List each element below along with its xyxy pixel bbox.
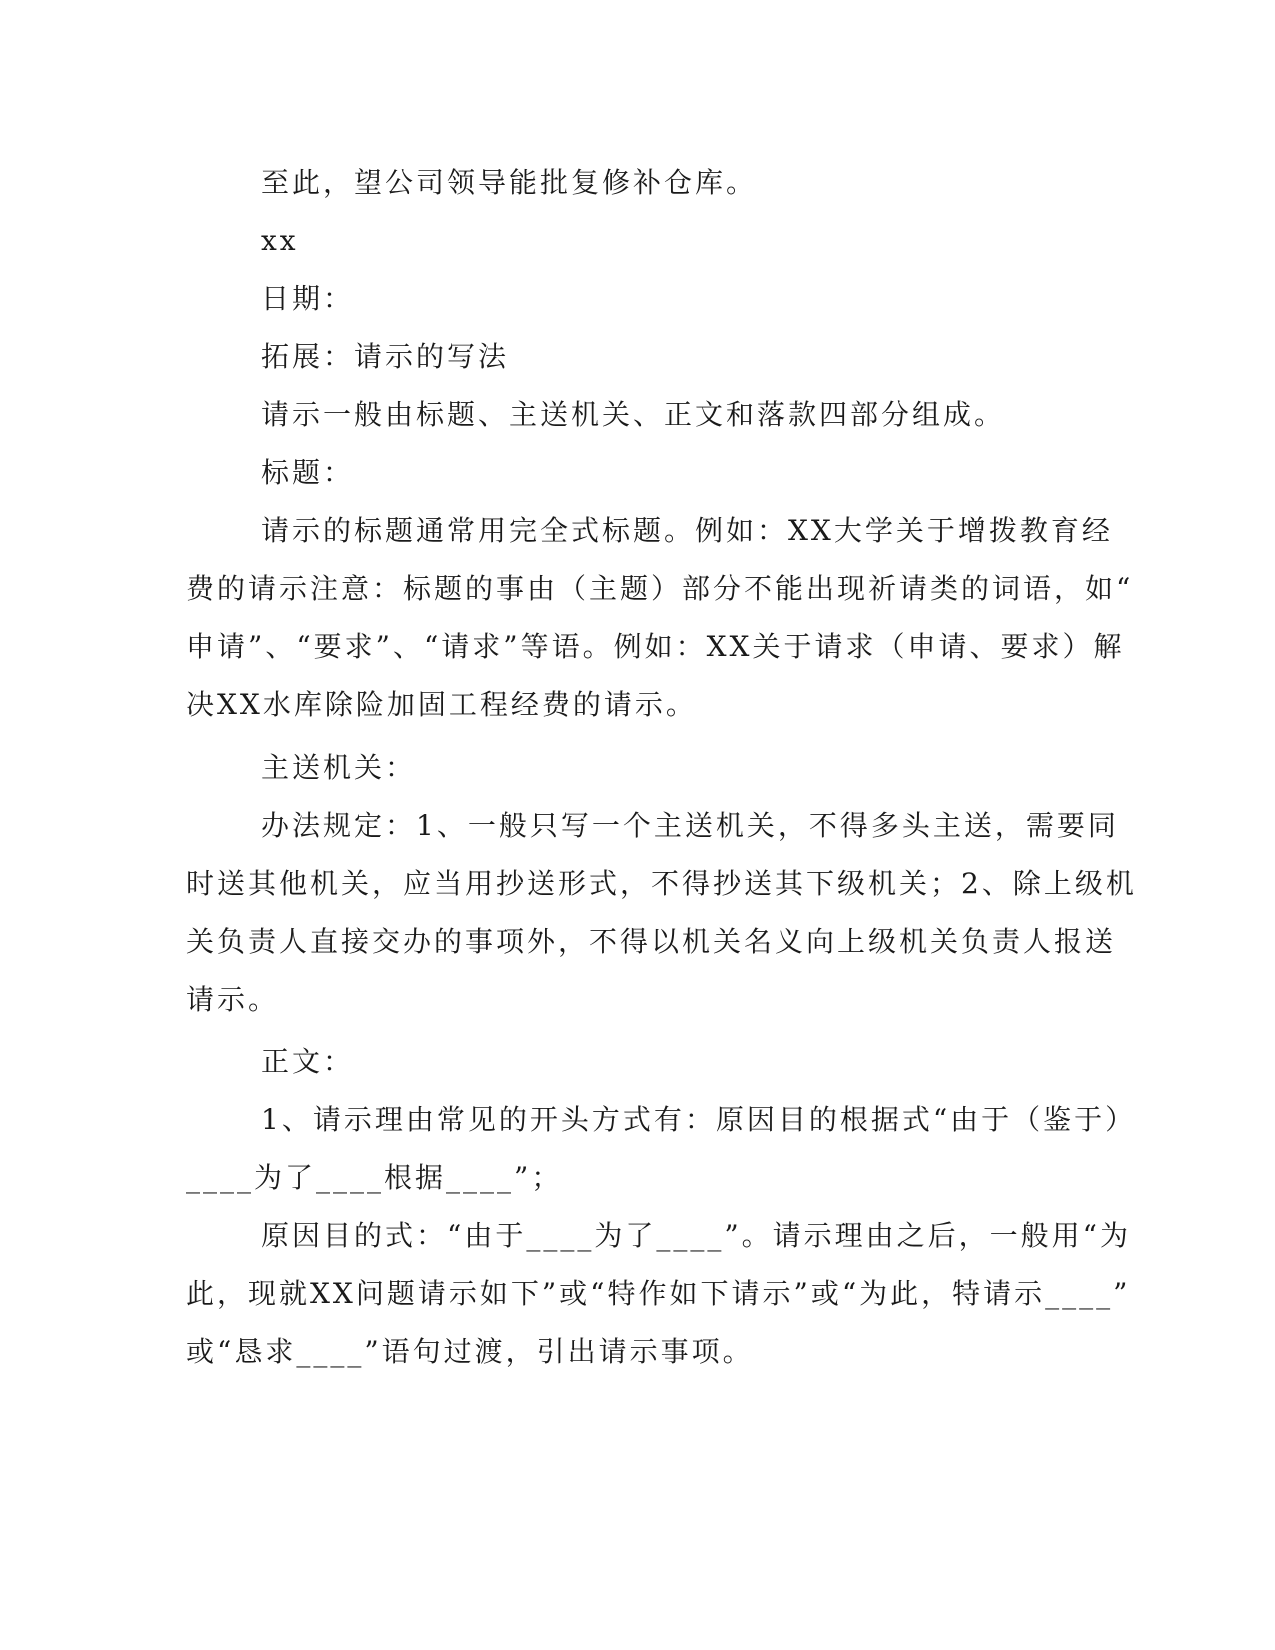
- paragraph-line: 至此，望公司领导能批复修补仓库。: [261, 166, 758, 199]
- paragraph-line: 费的请示注意：标题的事由（主题）部分不能出现祈请类的词语，如“: [186, 572, 1134, 605]
- paragraph-line: 请示的标题通常用完全式标题。例如：XX大学关于增拨教育经: [261, 514, 1113, 547]
- signature-line: xx: [261, 224, 299, 257]
- section-heading: 主送机关：: [261, 751, 417, 784]
- paragraph-line: 办法规定：1、一般只写一个主送机关，不得多头主送，需要同: [261, 809, 1119, 842]
- paragraph-line: 或“恳求____”语句过渡，引出请示事项。: [186, 1335, 754, 1368]
- date-line: 日期：: [261, 282, 355, 315]
- section-heading: 标题：: [261, 456, 355, 489]
- paragraph-line: 申请”、“要求”、“请求”等语。例如：XX关于请求（申请、要求）解: [186, 630, 1125, 663]
- paragraph-line: 关负责人直接交办的事项外，不得以机关名义向上级机关负责人报送: [186, 925, 1117, 958]
- section-heading: 拓展：请示的写法: [261, 340, 510, 373]
- paragraph-line: 时送其他机关，应当用抄送形式，不得抄送其下级机关；2、除上级机: [186, 867, 1137, 900]
- paragraph-line: 原因目的式：“由于____为了____”。请示理由之后，一般用“为: [261, 1219, 1131, 1252]
- paragraph-line: 决XX水库除险加固工程经费的请示。: [186, 688, 697, 721]
- section-heading: 正文：: [261, 1045, 355, 1078]
- paragraph-line: 请示一般由标题、主送机关、正文和落款四部分组成。: [261, 398, 1006, 431]
- paragraph-line: 1、请示理由常见的开头方式有：原因目的根据式“由于（鉴于）: [261, 1103, 1137, 1136]
- paragraph-line: 此，现就XX问题请示如下”或“特作如下请示”或“为此，特请示____”: [186, 1277, 1131, 1310]
- paragraph-line: 请示。: [186, 983, 280, 1016]
- paragraph-line: ____为了____根据____”；: [186, 1161, 563, 1194]
